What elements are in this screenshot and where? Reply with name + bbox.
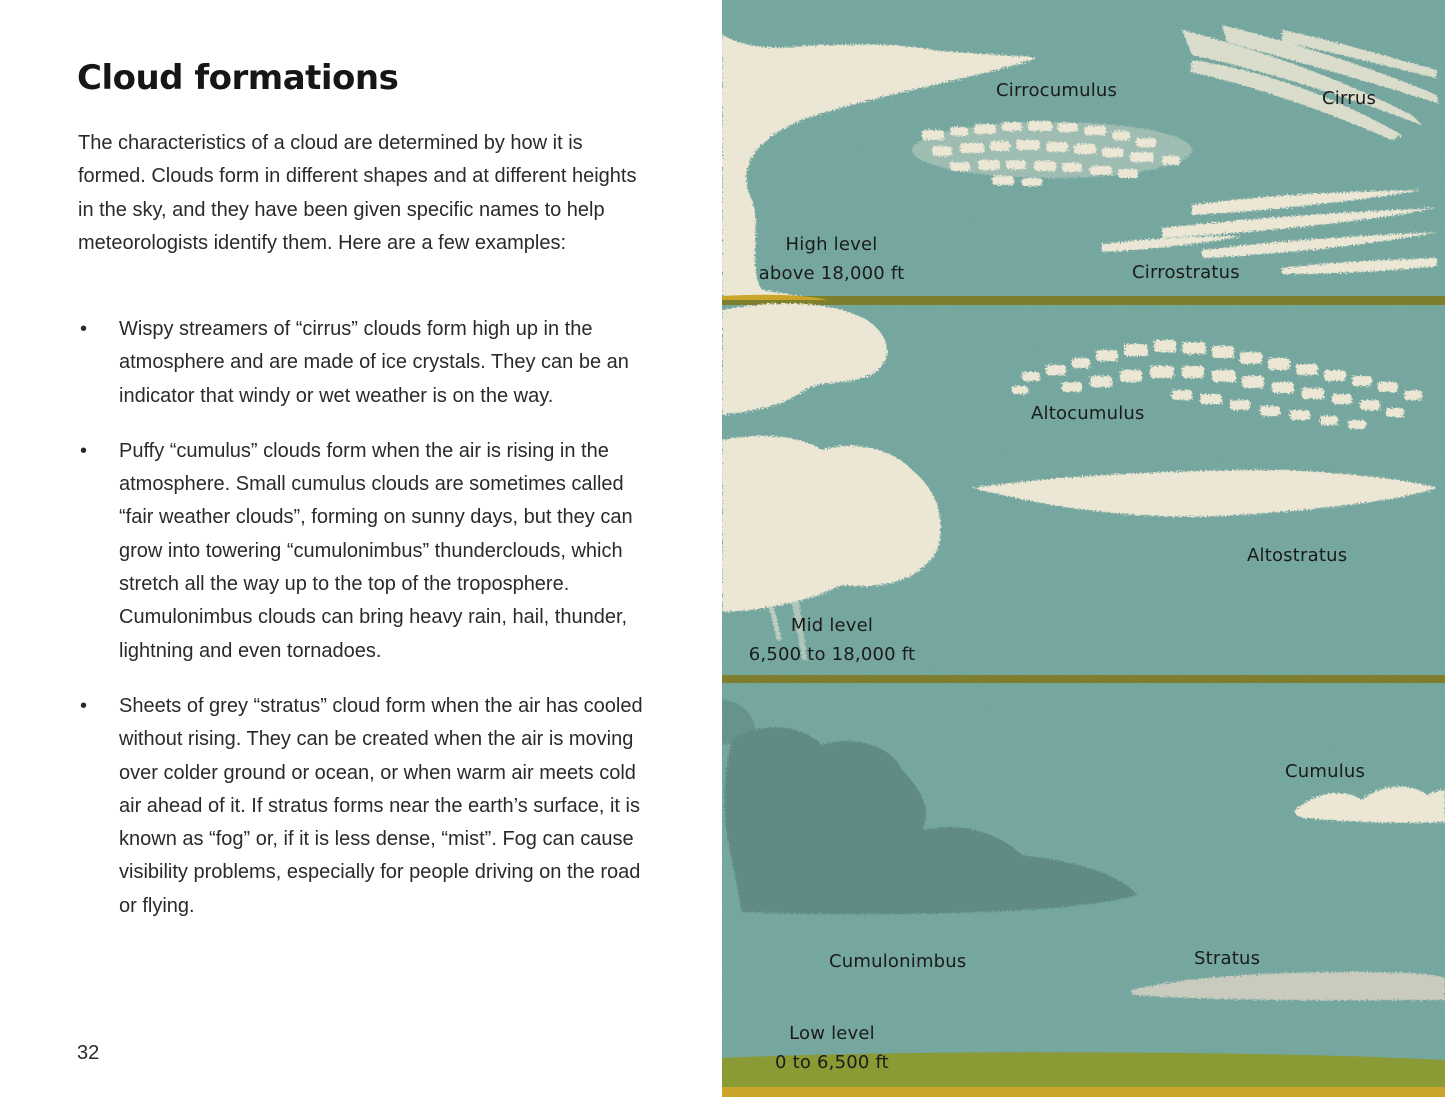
label-cirrus: Cirrus	[1322, 88, 1377, 109]
label-altostratus: Altostratus	[1247, 545, 1348, 566]
low-level-name: Low level	[789, 1023, 875, 1044]
page-title: Cloud formations	[77, 58, 399, 98]
bullet-marker: •	[80, 318, 88, 340]
bullet-stratus	[78, 690, 658, 923]
bullet-marker: •	[80, 439, 88, 462]
mid-level-divider	[722, 675, 1445, 683]
label-cumulus: Cumulus	[1285, 761, 1366, 782]
bullet-cirrus	[78, 313, 658, 413]
high-level-range: above 18,000 ft	[758, 263, 905, 284]
bullet-list	[78, 313, 658, 945]
bullet-text: Puffy “cumulus” clouds form when the air is rising in the atmosphere. Small cumulus clouds are sometimes called “fair weather clouds”, forming on sunny days, but they can grow into towering “cumulonimbus” thunderclouds, which stretch all the way up to the top of the troposphere. Cumulonimbus clouds can bring heavy rain, hail, thunder, lightning and even tornadoes.	[119, 439, 633, 662]
intro-paragraph: The characteristics of a cloud are determined by how it is formed. Clouds form in different shapes and at different heights in the sky, and they have been given specific names to help meteorologists identify them. Here are a few examples:	[78, 132, 637, 254]
mid-level-name: Mid level	[790, 615, 874, 636]
label-cirrostratus: Cirrostratus	[1132, 262, 1240, 283]
mid-level-range: 6,500 to 18,000 ft	[748, 644, 916, 665]
high-level-divider	[722, 296, 1445, 305]
bullet-marker: •	[80, 694, 88, 717]
label-mid-level	[742, 611, 922, 669]
ground-edge	[722, 1087, 1445, 1097]
text-page	[0, 0, 722, 1097]
high-level-name: High level	[785, 234, 878, 255]
label-cumulonimbus: Cumulonimbus	[829, 951, 967, 972]
page-number: 32	[77, 1042, 100, 1064]
cloud-illustration	[722, 0, 1445, 1097]
label-stratus: Stratus	[1194, 948, 1261, 969]
label-high-level	[754, 230, 909, 288]
label-altocumulus: Altocumulus	[1031, 403, 1145, 424]
bullet-cumulus	[78, 435, 658, 668]
label-low-level	[752, 1019, 912, 1077]
bullet-text: Sheets of grey “stratus” cloud form when the air has cooled without rising. They can be created when the air is moving over colder ground or ocean, or when warm air meets cold air ahead of it. If stratus forms near the earth’s surface, it is known as “fog” or, if it is less dense, “mist”. Fog can cause visibility problems, especially for people driving on the road or flying.	[119, 694, 643, 917]
low-level-range: 0 to 6,500 ft	[775, 1052, 889, 1073]
label-cirrocumulus: Cirrocumulus	[996, 80, 1118, 101]
bullet-text: Wispy streamers of “cirrus” clouds form high up in the atmosphere and are made of ice crystals. They can be an indicator that windy or wet weather is on the way.	[119, 318, 629, 407]
